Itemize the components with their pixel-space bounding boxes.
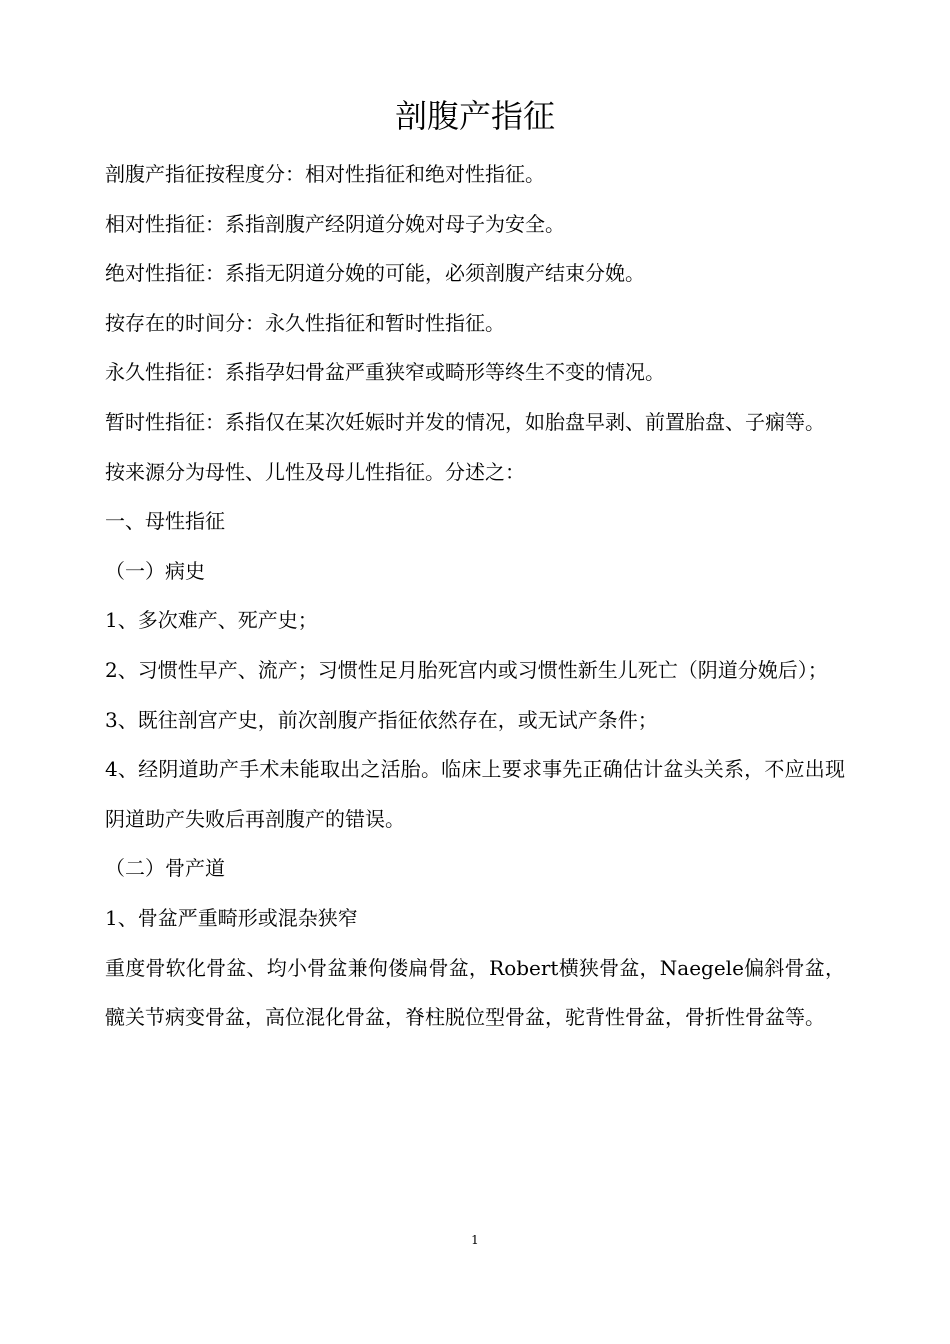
document-title: 剖腹产指征 [394,97,555,135]
list-item: 4、经阴道助产手术未能取出之活胎。临床上要求事先正确估计盆头关系，不应出现阴道助产失败后再剖腹产的错误。 [105,757,845,831]
paragraph: 重度骨软化骨盆、均小骨盆兼佝偻扁骨盆，Robert横狭骨盆，Naegele偏斜骨盆，髋关节病变骨盆，高位混化骨盆，脊柱脱位型骨盆，驼背性骨盆，骨折性骨盆等。 [105,955,845,1030]
paragraph: 剖腹产指征按程度分：相对性指征和绝对性指征。 [105,162,545,186]
document-body [105,150,845,1043]
paragraph: 相对性指征：系指剖腹产经阴道分娩对母子为安全。 [105,211,565,236]
paragraph: 绝对性指征：系指无阴道分娩的可能，必须剖腹产结束分娩。 [105,261,645,286]
subsection-heading: （二）骨产道 [105,856,225,881]
section-heading: 一、母性指征 [105,509,225,534]
subsection-heading: （一）病史 [105,558,205,583]
paragraph: 永久性指征：系指孕妇骨盆严重狭窄或畸形等终生不变的情况。 [105,360,665,385]
paragraph: 暂时性指征：系指仅在某次妊娠时并发的情况，如胎盘早剥、前置胎盘、子痫等。 [105,409,825,434]
paragraph: 按存在的时间分：永久性指征和暂时性指征。 [105,310,505,335]
list-item: 2、习惯性早产、流产；习惯性足月胎死宫内或习惯性新生儿死亡（阴道分娩后）； [105,657,828,682]
list-item: 3、既往剖宫产史，前次剖腹产指征依然存在，或无试产条件； [105,707,658,732]
list-item: 1、骨盆严重畸形或混杂狭窄 [105,905,358,930]
list-item: 1、多次难产、死产史； [105,608,318,633]
paragraph: 按来源分为母性、儿性及母儿性指征。分述之： [105,459,525,484]
page-number: 1 [471,1233,479,1247]
